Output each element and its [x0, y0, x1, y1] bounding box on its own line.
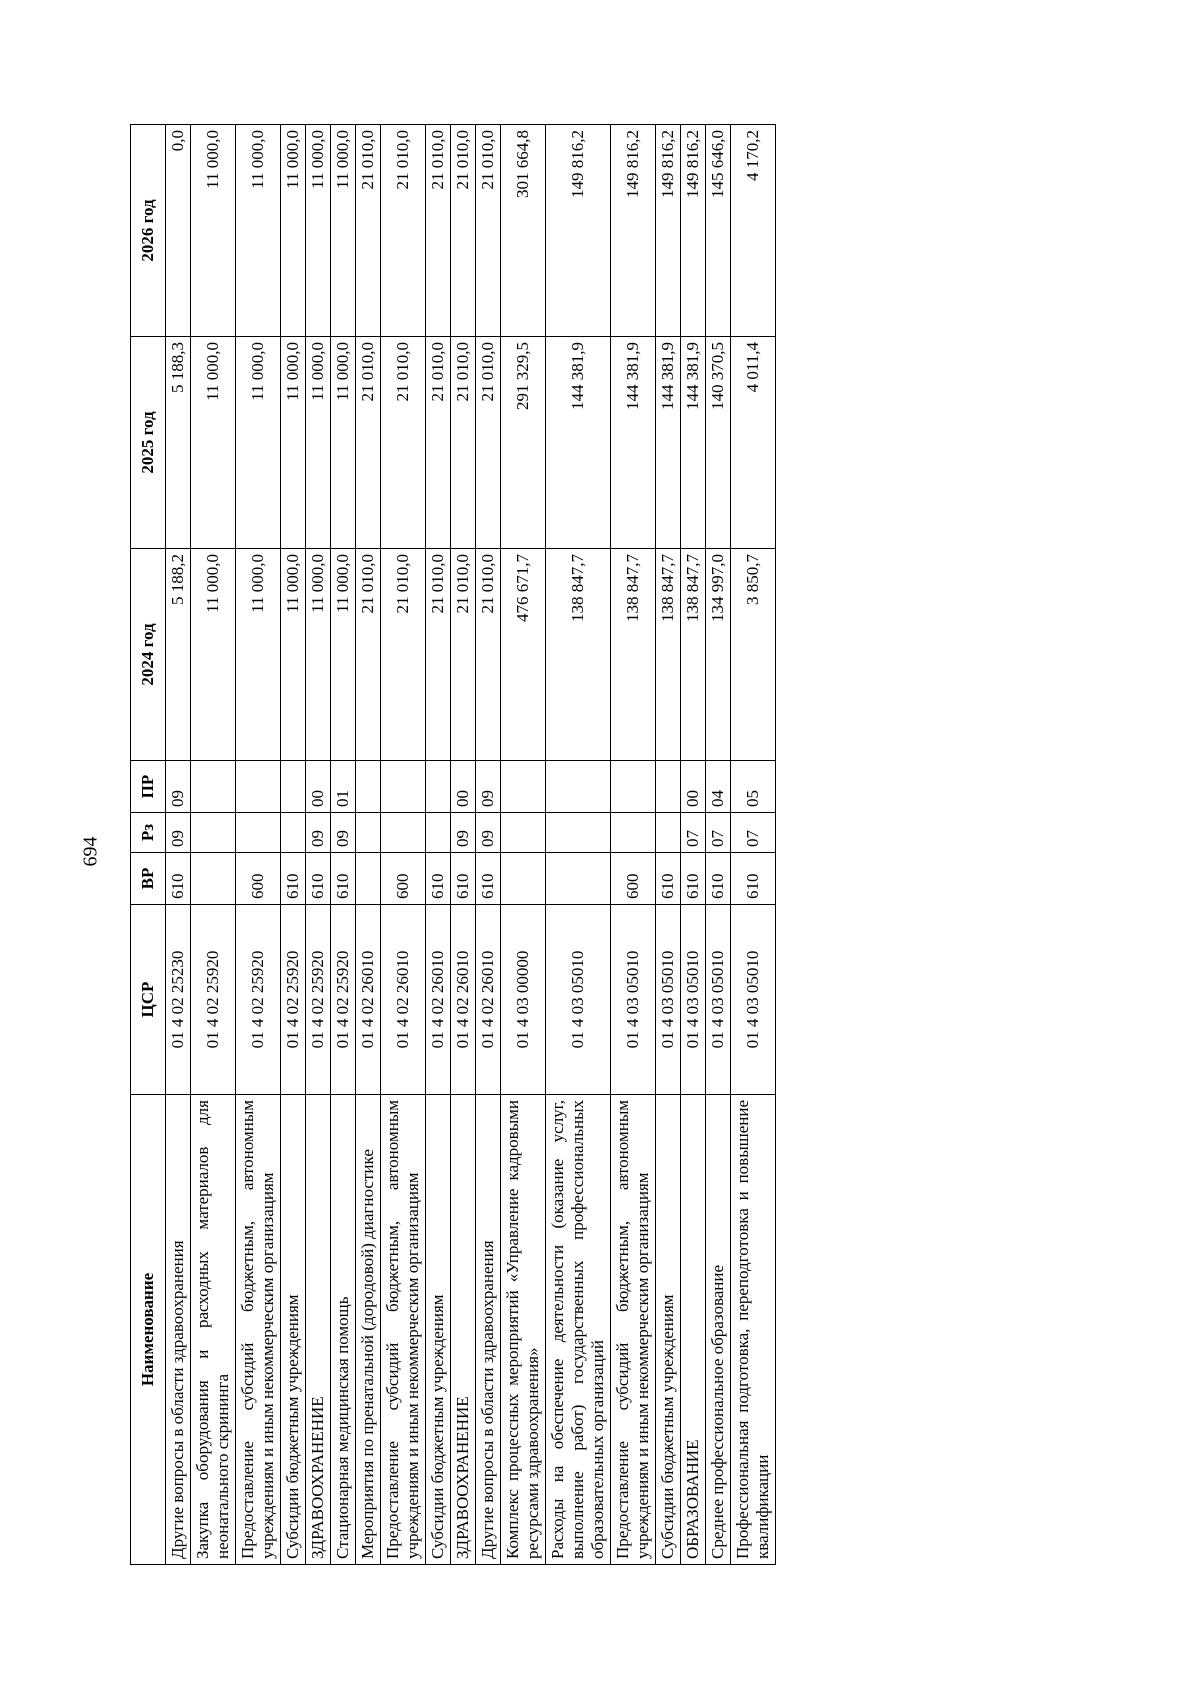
- cell-2026: 149 816,2: [546, 125, 611, 337]
- cell-2025: 21 010,0: [426, 337, 451, 549]
- cell-2024: 21 010,0: [356, 549, 381, 761]
- rotated-page-content: [130, 125, 1050, 1565]
- cell-vr: [356, 853, 381, 905]
- cell-name: ОБРАЗОВАНИЕ: [681, 1095, 706, 1565]
- cell-2026: 21 010,0: [451, 125, 476, 337]
- cell-2025: 144 381,9: [546, 337, 611, 549]
- table-row: [706, 125, 731, 1565]
- cell-2024: 11 000,0: [306, 549, 331, 761]
- cell-2024: 21 010,0: [451, 549, 476, 761]
- cell-pr: 00: [306, 761, 331, 813]
- budget-table: [130, 124, 776, 1565]
- cell-2025: 144 381,9: [681, 337, 706, 549]
- cell-name: Среднее профессиональное образование: [706, 1095, 731, 1565]
- cell-vr: [501, 853, 546, 905]
- cell-2025: 5 188,3: [166, 337, 191, 549]
- cell-pr: [546, 761, 611, 813]
- cell-rz: 09: [166, 813, 191, 853]
- cell-2025: 11 000,0: [306, 337, 331, 549]
- table-row: [236, 125, 281, 1565]
- table-row: [501, 125, 546, 1565]
- cell-2024: 21 010,0: [426, 549, 451, 761]
- cell-2025: 11 000,0: [236, 337, 281, 549]
- cell-2024: 138 847,7: [656, 549, 681, 761]
- cell-name: Предоставление субсидий бюджетным, автономным учреждениям и иным некоммерческим организациям: [611, 1095, 656, 1565]
- cell-rz: 09: [476, 813, 501, 853]
- cell-vr: 610: [306, 853, 331, 905]
- cell-rz: 09: [306, 813, 331, 853]
- cell-pr: [356, 761, 381, 813]
- cell-2026: 11 000,0: [306, 125, 331, 337]
- cell-2026: 21 010,0: [381, 125, 426, 337]
- cell-rz: 09: [331, 813, 356, 853]
- cell-rz: [191, 813, 236, 853]
- cell-2025: 140 370,5: [706, 337, 731, 549]
- table-row: [166, 125, 191, 1565]
- cell-csr: 01 4 03 05010: [706, 905, 731, 1095]
- cell-name: Субсидии бюджетным учреждениям: [656, 1095, 681, 1565]
- cell-vr: 610: [706, 853, 731, 905]
- cell-2024: 138 847,7: [611, 549, 656, 761]
- cell-2024: 476 671,7: [501, 549, 546, 761]
- cell-2024: 138 847,7: [681, 549, 706, 761]
- cell-2026: 11 000,0: [191, 125, 236, 337]
- cell-pr: 05: [731, 761, 776, 813]
- cell-rz: [426, 813, 451, 853]
- cell-vr: [546, 853, 611, 905]
- table-row: [451, 125, 476, 1565]
- cell-2025: 291 329,5: [501, 337, 546, 549]
- cell-vr: 610: [656, 853, 681, 905]
- cell-vr: 610: [681, 853, 706, 905]
- cell-rz: [501, 813, 546, 853]
- cell-rz: [281, 813, 306, 853]
- cell-2025: 21 010,0: [381, 337, 426, 549]
- cell-2026: 0,0: [166, 125, 191, 337]
- cell-2025: 21 010,0: [356, 337, 381, 549]
- cell-2024: 21 010,0: [381, 549, 426, 761]
- cell-name: Стационарная медицинская помощь: [331, 1095, 356, 1565]
- cell-name: Субсидии бюджетным учреждениям: [281, 1095, 306, 1565]
- cell-2026: 149 816,2: [681, 125, 706, 337]
- cell-rz: [381, 813, 426, 853]
- table-row: [281, 125, 306, 1565]
- cell-2026: 4 170,2: [731, 125, 776, 337]
- cell-rz: 09: [451, 813, 476, 853]
- cell-name: Комплекс процессных мероприятий «Управление кадровыми ресурсами здравоохранения»: [501, 1095, 546, 1565]
- cell-rz: 07: [681, 813, 706, 853]
- cell-2026: 21 010,0: [356, 125, 381, 337]
- cell-2024: 5 188,2: [166, 549, 191, 761]
- cell-2025: 21 010,0: [476, 337, 501, 549]
- cell-2024: 3 850,7: [731, 549, 776, 761]
- cell-vr: 610: [331, 853, 356, 905]
- cell-vr: 610: [476, 853, 501, 905]
- cell-vr: 610: [731, 853, 776, 905]
- table-row: [191, 125, 236, 1565]
- cell-csr: 01 4 02 25230: [166, 905, 191, 1095]
- cell-vr: [191, 853, 236, 905]
- cell-pr: [236, 761, 281, 813]
- header-csr: ЦСР: [131, 905, 166, 1095]
- cell-2025: 21 010,0: [451, 337, 476, 549]
- cell-vr: 600: [381, 853, 426, 905]
- table-row: [731, 125, 776, 1565]
- cell-csr: 01 4 02 25920: [306, 905, 331, 1095]
- cell-2025: 144 381,9: [611, 337, 656, 549]
- cell-csr: 01 4 02 26010: [426, 905, 451, 1095]
- header-vr: ВР: [131, 853, 166, 905]
- cell-pr: 09: [166, 761, 191, 813]
- cell-name: ЗДРАВООХРАНЕНИЕ: [306, 1095, 331, 1565]
- table-row: [306, 125, 331, 1565]
- cell-pr: 04: [706, 761, 731, 813]
- cell-pr: 09: [476, 761, 501, 813]
- table-body: [166, 125, 776, 1565]
- table-header-row: [131, 125, 166, 1565]
- table-row: [611, 125, 656, 1565]
- cell-pr: 00: [451, 761, 476, 813]
- cell-2026: 11 000,0: [331, 125, 356, 337]
- cell-2025: 11 000,0: [281, 337, 306, 549]
- cell-name: Другие вопросы в области здравоохранения: [166, 1095, 191, 1565]
- cell-name: Предоставление субсидий бюджетным, автономным учреждениям и иным некоммерческим организациям: [381, 1095, 426, 1565]
- header-pr: ПР: [131, 761, 166, 813]
- table-row: [426, 125, 451, 1565]
- cell-csr: 01 4 03 05010: [611, 905, 656, 1095]
- cell-csr: 01 4 02 26010: [476, 905, 501, 1095]
- cell-name: Профессиональная подготовка, переподготовка и повышение квалификации: [731, 1095, 776, 1565]
- cell-vr: 610: [166, 853, 191, 905]
- cell-csr: 01 4 03 05010: [656, 905, 681, 1095]
- header-2026: 2026 год: [131, 125, 166, 337]
- cell-2024: 11 000,0: [236, 549, 281, 761]
- cell-rz: [656, 813, 681, 853]
- cell-2026: 11 000,0: [236, 125, 281, 337]
- cell-2024: 11 000,0: [191, 549, 236, 761]
- cell-2025: 144 381,9: [656, 337, 681, 549]
- cell-vr: 600: [236, 853, 281, 905]
- cell-pr: [191, 761, 236, 813]
- cell-2026: 21 010,0: [476, 125, 501, 337]
- cell-vr: 610: [426, 853, 451, 905]
- cell-2024: 21 010,0: [476, 549, 501, 761]
- cell-pr: [611, 761, 656, 813]
- cell-rz: 07: [731, 813, 776, 853]
- cell-name: ЗДРАВООХРАНЕНИЕ: [451, 1095, 476, 1565]
- cell-csr: 01 4 02 25920: [281, 905, 306, 1095]
- cell-csr: 01 4 03 05010: [731, 905, 776, 1095]
- cell-2025: 4 011,4: [731, 337, 776, 549]
- cell-vr: 600: [611, 853, 656, 905]
- cell-csr: 01 4 02 26010: [451, 905, 476, 1095]
- table-row: [381, 125, 426, 1565]
- cell-2026: 21 010,0: [426, 125, 451, 337]
- cell-rz: [236, 813, 281, 853]
- cell-csr: 01 4 02 25920: [331, 905, 356, 1095]
- cell-rz: [611, 813, 656, 853]
- cell-2024: 11 000,0: [281, 549, 306, 761]
- header-rz: Рз: [131, 813, 166, 853]
- table-row: [546, 125, 611, 1565]
- cell-2024: 138 847,7: [546, 549, 611, 761]
- cell-name: Закупка оборудования и расходных материалов для неонатального скрининга: [191, 1095, 236, 1565]
- table-row: [656, 125, 681, 1565]
- cell-pr: [501, 761, 546, 813]
- cell-csr: 01 4 03 05010: [546, 905, 611, 1095]
- cell-csr: 01 4 02 25920: [236, 905, 281, 1095]
- cell-rz: 07: [706, 813, 731, 853]
- table-row: [681, 125, 706, 1565]
- table-row: [356, 125, 381, 1565]
- cell-name: Предоставление субсидий бюджетным, автономным учреждениям и иным некоммерческим организациям: [236, 1095, 281, 1565]
- cell-2026: 11 000,0: [281, 125, 306, 337]
- table-row: [331, 125, 356, 1565]
- header-2025: 2025 год: [131, 337, 166, 549]
- cell-csr: 01 4 03 05010: [681, 905, 706, 1095]
- cell-2025: 11 000,0: [331, 337, 356, 549]
- cell-2024: 11 000,0: [331, 549, 356, 761]
- table-row: [476, 125, 501, 1565]
- page-number: 694: [79, 836, 102, 867]
- cell-rz: [546, 813, 611, 853]
- cell-rz: [356, 813, 381, 853]
- cell-name: Расходы на обеспечение деятельности (оказание услуг, выполнение работ) государственных профессиональных образовательных организаций: [546, 1095, 611, 1565]
- cell-vr: 610: [281, 853, 306, 905]
- cell-csr: 01 4 03 00000: [501, 905, 546, 1095]
- cell-pr: [281, 761, 306, 813]
- cell-pr: [381, 761, 426, 813]
- header-2024: 2024 год: [131, 549, 166, 761]
- cell-vr: 610: [451, 853, 476, 905]
- cell-csr: 01 4 02 26010: [381, 905, 426, 1095]
- cell-pr: 00: [681, 761, 706, 813]
- cell-2026: 301 664,8: [501, 125, 546, 337]
- cell-name: Субсидии бюджетным учреждениям: [426, 1095, 451, 1565]
- cell-name: Другие вопросы в области здравоохранения: [476, 1095, 501, 1565]
- cell-2024: 134 997,0: [706, 549, 731, 761]
- cell-pr: [426, 761, 451, 813]
- cell-2025: 11 000,0: [191, 337, 236, 549]
- header-name: Наименование: [131, 1095, 166, 1565]
- cell-2026: 145 646,0: [706, 125, 731, 337]
- cell-2026: 149 816,2: [656, 125, 681, 337]
- cell-csr: 01 4 02 26010: [356, 905, 381, 1095]
- cell-2026: 149 816,2: [611, 125, 656, 337]
- cell-csr: 01 4 02 25920: [191, 905, 236, 1095]
- cell-pr: 01: [331, 761, 356, 813]
- cell-pr: [656, 761, 681, 813]
- cell-name: Мероприятия по пренатальной (дородовой) диагностике: [356, 1095, 381, 1565]
